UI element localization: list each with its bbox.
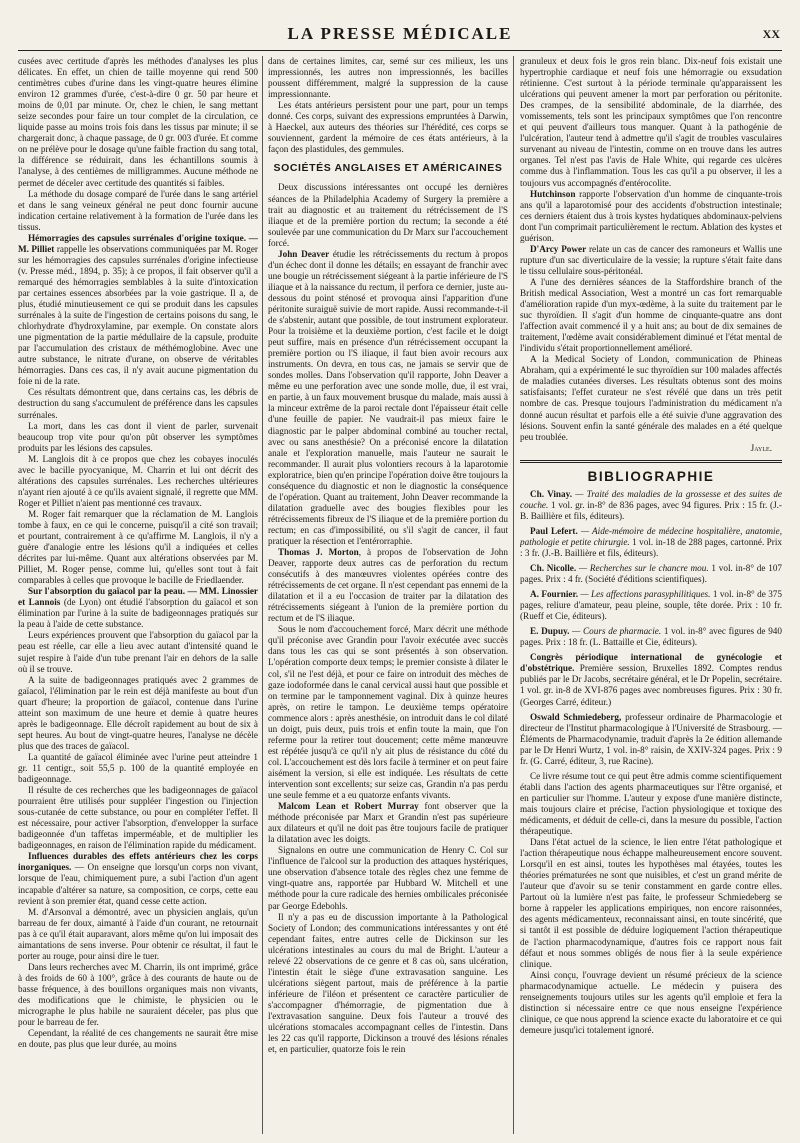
paragraph-heading: Influences durables des effets antérieurs chez les corps inorganiques. (18, 851, 258, 873)
review-paragraph: Ainsi conçu, l'ouvrage devient un résumé précieux de la science pharmacodynamique actuelle. Le médecin y puisera des renseignements toujours utiles sur les agents qu'il emploie et fera la distinction si nécessaire entre ce que nous enseigne l'expérience clinique, ce que nous apprend la science exacte du laboratoire et ce qui demeure jusqu'ici totalement ignoré. (520, 969, 782, 1035)
article-paragraph: Ces résultats démontrent que, dans certains cas, les débris de destruction du sang s'accumulent de préférence dans les capsules surrénales. (18, 387, 258, 420)
bibliography-title: BIBLIOGRAPHIE (587, 468, 715, 484)
entry-title: — Traité des maladies de la grossesse et des suites de couche. (520, 488, 782, 510)
entry-author: Oswald Schmiedeberg, (530, 711, 622, 722)
entry-author: E. Dupuy. (530, 626, 570, 637)
paragraph-heading: Thomas J. Morton (278, 547, 359, 558)
article-paragraph: Thomas J. Morton, à propos de l'observation de John Deaver, rapporte deux autres cas de perforation du rectum consécutifs à des manœuvres violentes opérées contre des rétrécissements de cet organe. Il n'est cependant pas ennemi de la dilatation et il a eu l'occasion de traiter par la dilatation des rétrécissements siégeant à l'union de la première portion du rectum et de l'S iliaque. (268, 547, 508, 624)
paragraph-heading: Hutchinson (530, 188, 576, 199)
bibliography-entry: Ch. Nicolle. — Recherches sur le chancre mou. 1 vol. in-8° de 107 pages. Prix : 4 fr. (Société d'éditions scientifiques). (520, 563, 782, 585)
paragraph-heading: Malcom Lean et Robert Murray (278, 801, 419, 812)
article-paragraph: Cependant, la réalité de ces changements ne saurait être mise en doute, pas plus que leur durée, au moins (18, 1028, 258, 1050)
article-paragraph: Hutchinson rapporte l'observation d'un homme de cinquante-trois ans qu'il a laparotomisé pour des accidents d'obstruction intestinale; ces derniers étaient dus à trois kystes hydatiques abdominaux-pelviens dont l'un comprimait particulièrement le rectum. Ablation des kystes et guérison. (520, 188, 782, 243)
bibliography-entry: Paul Lefert. — Aide-mémoire de médecine hospitalière, anatomie, pathologie et petite chirurgie. 1 vol. in-18 de 288 pages, cartonné. Prix : 3 fr. (J.-B. Baillière et fils, éditeurs). (520, 525, 782, 558)
bibliography-entry: E. Dupuy. — Cours de pharmacie. 1 vol. in-8° avec figures de 940 pages. Prix : 18 fr. (L. Battaille et Cie, éditeurs). (520, 626, 782, 648)
article-paragraph: John Deaver étudie les rétrécissements du rectum à propos d'un échec dont il donne les détails; en essayant de franchir avec une bougie un rétrécissement siégeant à la partie inférieure de l'S iliaque et à la naissance du rectum, il perfora ce dernier, juste au-dessous du point sténosé et provoqua ainsi l'apparition d'une péritonite suraiguë suivie de mort rapide. Aussi recommande-t-il de s'abstenir, autant que possible, de tout instrument explorateur. Pour la troisième et la deuxième portion, c'est facile et le doigt peut suffire, mais en présence d'un rétrécissement occupant la première portion ou l'S iliaque, il faut bien avoir recours aux instruments. On devra, en tous cas, ne jamais se servir que de sondes molles. Dans l'observation qu'il rapporte, John Deaver a même eu une perforation avec une sonde molle, due, il est vrai, en partie, à un faux mouvement brusque du malade, mais aussi à la minceur extrême de la paroi rectale dont l'épaisseur était celle d'une feuille de papier. Ne vaudrait-il pas mieux faire le diagnostic par le palper abdominal combiné au toucher rectal, avec ou sans anesthésie? On a préconisé encore la dilatation anale et l'exploration manuelle, mais l'auteur ne saurait le recommander. Il aurait plus volontiers recours à la laparotomie exploratrice, bien qu'en principe l'opération doive être toujours la conséquence du diagnostic et non le diagnostic la conséquence de l'opération. Quant au traitement, John Deaver recommande la dilatation graduelle avec des bougies flexibles pour les rétrécissements fibreux de l'S iliaque et de la première portion du rectum; en cas d'impossibilité, ou s'il s'agit de cancer, il faut pratiquer la résection et l'entérorraphie. (268, 248, 508, 546)
column-3 (520, 56, 782, 1136)
article-paragraph: Il n'y a pas eu de discussion importante à la Pathological Society of London; des communications intéressantes y ont été cependant faites, entre autres celle de Dickinson sur les ulcérations intestinales au cours du mal de Bright. L'auteur a relevé 22 observations de ce genre et 8 cas où, sans ulcération, l'intestin était le siège d'une extravasation sanguine. Les ulcérations siègent partout, mais de préférence à la partie inférieure de l'iléon et présentent ce caractère particulier de s'accompagner d'hémorragie, de pigmentation due à l'extravasation sanguine. Deux fois l'auteur a trouvé des ulcérations stomacales accompagnant celles de l'intestin. Dans les 22 cas qu'il rapporte, Dickinson a trouvé des lésions rénales et, en particulier, quatorze fois le rein (268, 911, 508, 1055)
article-paragraph: Influences durables des effets antérieurs chez les corps inorganiques. — On enseigne que lorsqu'un corps non vivant, lorsque de l'eau, chimiquement pure, a subi l'action d'un agent incapable d'altérer sa nature, sa composition, ce corps, cette eau revient à son premier état, quand cesse cette action. (18, 851, 258, 906)
entry-author: Ch. Vinay. (530, 488, 573, 499)
paragraph-heading: D'Arcy Power (530, 243, 587, 254)
column-rule (262, 56, 263, 1134)
bibliography-entry: Ch. Vinay. — Traité des maladies de la grossesse et des suites de couche. 1 vol. gr. in-8° de 836 pages, avec 94 figures. Prix : 15 fr. (J.-B. Baillière et fils, éditeurs). (520, 488, 782, 521)
article-paragraph: Les états antérieurs persistent pour une part, pour un temps donné. Ces corps, suivant des expressions empruntées à Darwin, à Haeckel, aux auteurs des théories sur l'hérédité, ces corps se souviennent, gardent la mémoire de ces états antérieurs, à la façon des plastidules, des gemmules. (268, 100, 508, 155)
article-paragraph: La méthode du dosage comparé de l'urée dans le sang artériel et dans le sang veineux général ne peut donc fournir aucune indication certaine relativement à la formation de l'urée dans les tissus. (18, 188, 258, 232)
bibliography-entry: Oswald Schmiedeberg, professeur ordinaire de Pharmacologie et directeur de l'Institut pharmacologique à l'Université de Strasbourg. — Éléments de Pharmacodynamie, traduit d'après la 2e édition allemande par le Dr Henri Wurtz, 1 vol. in-8° raisin, de XXIV-324 pages. Prix : 9 fr. (G. Carré, éditeur, 3, rue Racine). (520, 711, 782, 766)
entry-title: — Recherches sur le chancre mou. (576, 563, 709, 574)
entry-title: — Cours de pharmacie. (569, 626, 662, 637)
entry-author: A. Fournier. (530, 589, 579, 600)
article-paragraph: La quantité de gaïacol éliminée avec l'urine peut atteindre 1 gr. 11 centigr., soit 55,5 p. 100 de la quantité employée en badigeonnage. (18, 751, 258, 785)
paragraph-heading: Hémorragies des capsules surrénales d'origine toxique. — M. Pilliet (18, 232, 258, 254)
article-paragraph: Leurs expériences prouvent que l'absorption du gaïacol par la peau est réelle, car elle a lieu avec autant d'intensité quand le sujet respire à l'aide d'un tube prenant l'air en dehors de la salle où il se trouve. (18, 630, 258, 674)
entry-author: Congrès périodique international de gynécologie et d'obstétrique. (520, 652, 782, 674)
entry-author: Ch. Nicolle. (530, 563, 577, 574)
article-paragraph: granuleux et deux fois le gros rein blanc. Dix-neuf fois existait une hypertrophie cardiaque et neuf fois une hémorragie ou exsudation rétinienne. C'est surtout à la période terminale qu'apparaissent les ulcérations qui peuvent amener la mort par perforation ou péritonite. Des crampes, de la sensibilité abdominale, de la diarrhée, des vomissements, tels sont les principaux symptômes que l'on rencontre et qui peuvent d'ailleurs tous manquer. Quant à la pathogénie de l'ulcération, l'auteur tend à admettre qu'il s'agit de troubles vasculaires survenant au niveau de l'intestin, comme on en trouve dans les autres organes. Tel n'est pas l'avis de Hale White, qui regarde ces ulcères comme dus à l'inflammation. Tous les cas qu'il a pu observer, il les a toujours vus accompagnés d'entérocolite. (520, 56, 782, 188)
paragraph-heading: Sur l'absorption du gaïacol par la peau. — MM. Linossier et Lannois (18, 586, 258, 608)
column-1 (18, 56, 258, 1136)
article-paragraph: D'Arcy Power relate un cas de cancer des ramoneurs et Wallis une rupture d'un sac diverticulaire de la vessie; la rupture s'était faite dans le tissu cellulaire sous-péritonéal. (520, 243, 782, 276)
article-paragraph: La mort, dans les cas dont il vient de parler, survenait beaucoup trop vite pour qu'on pût observer les symptômes produits par les lésions des capsules. (18, 420, 258, 453)
bibliography-entry: A. Fournier. — Les affections parasyphilitiques. 1 vol. in-8° de 375 pages, reliure d'amateur, peau pleine, souple, tête dorée. Prix : 10 fr. (Rueff et Cie, éditeurs). (520, 589, 782, 622)
article-paragraph: cusées avec certitude d'après les méthodes d'analyses les plus délicates. En effet, un chien de taille moyenne qui rend 500 centimètres cubes d'urine dans les vingt-quatre heures élimine environ 12 grammes d'urée, c'est-à-dire 0 gr. 50 par heure et moins de 0,01 par minute. Or, chez le chien, le sang mettant seize secondes pour faire un tour complet de la circulation, ce liquide passe au moins trois fois dans les tissus par minute; il se chargerait donc, à chaque passage, de 0 gr. 003 d'urée. Et comme on ne prélève pour le dosage qu'une faible fraction du sang total, la différence se réduirait, dans les échantillons soumis à l'analyse, à des centièmes de milligrammes. Aucune méthode ne permet de déceler avec certitude des quantités si faibles. (18, 56, 258, 188)
article-paragraph: Sous le nom d'accouchement forcé, Marx décrit une méthode qu'il préconise avec Grandin pour l'avoir exécutée avec succès dans tous les cas qui se sont présentés à son observation. L'opération comporte deux temps; le premier consiste à dilater le col, s'il ne l'est déjà, et pour ce faire on introduit des mèches de gaze iodoformée dans le canal cervical aussi haut que possible et on termine par le tamponnement vaginal. Dix à quinze heures après, on retire le tampon. Le deuxième temps opératoire commence alors : après anesthésie, on introduit dans le col dilaté un doigt, puis deux, puis trois et enfin toute la main, que l'on referme pour la retirer tout doucement; cette même manœuvre est répétée jusqu'à ce qu'il n'y ait plus de résistance du côté du col. L'accouchement est dès lors facile à terminer et on peut faire aisément la version, si elle est indiquée. Les résultats de cette intervention sont excellents; sur seize cas, Grandin n'a pas perdu une seule femme et a eu quatorze enfants vivants. (268, 624, 508, 801)
bibliography-section (520, 460, 782, 1036)
article-paragraph: M. Langlois dit à ce propos que chez les cobayes inoculés avec le bacille pyocyanique, M. Charrin et lui ont décrit des altérations des capsules surrénales. Les recherches ultérieures n'ayant rien ajouté à ce qu'ils avaient signalé, il regrette que MM. Roger et Pilliet n'aient pas mentionné ces travaux. (18, 453, 258, 508)
column-rule (513, 56, 514, 1134)
article-paragraph: A l'une des dernières séances de la Staffordshire branch of the British medical Association, West a montré un cas fort remarquable d'amélioration rapide d'un myx-œdème, à la suite du traitement par le suc thyroïdien. Il s'agit d'un homme de cinquante-quatre ans dont l'affection avait commencé il y a huit ans; au bout de dix semaines de traitement, l'œdème avait considérablement diminué et l'état mental de l'individu s'était proportionnellement amélioré. (520, 276, 782, 354)
article-paragraph: M. Roger fait remarquer que la réclamation de M. Langlois tombe à faux, en ce qui le concerne, puisqu'il a cité son travail; et pourtant, contrairement à ce qu'affirme M. Langlois, il n'y a guère d'analogie entre les lésions qu'il a indiquées et celles décrites par lui-même. Quant aux altérations observées par M. Pilliet, M. Roger pense, comme lui, qu'elles sont tout à fait comparables à celles que provoque le bacille de Friedlaender. (18, 508, 258, 586)
journal-title: LA PRESSE MÉDICALE (287, 24, 513, 43)
author-signature: Jayle. (750, 442, 772, 453)
article-paragraph: A la suite de badigeonnages pratiqués avec 2 grammes de gaïacol, l'élimination par le rein est déjà manifeste au bout d'un quart d'heure; la proportion de gaïacol, contenue dans l'urine atteint son maximum de une heure et demie à quatre heures après le badigeonnage. Elle décroît rapidement au bout de six à sept heures. Au bout de vingt-quatre heures, l'analyse ne décèle plus que des traces de gaïacol. (18, 674, 258, 751)
review-paragraph: Dans l'état actuel de la science, le lien entre l'état pathologique et l'action thérapeutique nous échappe malheureusement encore souvent. Lorsqu'il en est ainsi, toutes les hypothèses mal étayées, toutes les théories prématurées ne sont que nuisibles, et c'est un grand mérite de l'auteur que d'avoir su se tenir constamment en garde contre elles. Partout où la lumière n'est pas faite, le professeur Schmiedeberg se borne à rappeler les applications empiriques, non encore raisonnées, des agents médicamenteux, reconnaissant ainsi, en toute sincérité, que si tantôt il est possible de déduire logiquement l'action thérapeutique de l'action pharmacodynamique, d'autres fois ce rapport nous fait défaut et nous sommes obligés de nous fier à la seule expérience clinique. (520, 837, 782, 969)
article-paragraph: Sur l'absorption du gaïacol par la peau. — MM. Linossier et Lannois (de Lyon) ont étudié l'absorption du gaïacol et son élimination par l'urine à la suite de badigeonnages pratiqués sur la peau à l'aide de cette substance. (18, 586, 258, 630)
bibliography-entry: Congrès périodique international de gynécologie et d'obstétrique. Première session, Bruxelles 1892. Comptes rendus publiés par le Dr Jacobs, secrétaire général, et le Dr Popelin, secrétaire. 1 vol. gr. in-8 de XVI-876 pages avec nombreuses figures. Prix : 30 fr. (Georges Carré, éditeur.) (520, 652, 782, 707)
paragraph-heading: John Deaver (278, 248, 330, 259)
page-header (18, 22, 782, 51)
page-number: XX (762, 27, 780, 41)
article-paragraph: Hémorragies des capsules surrénales d'origine toxique. — M. Pilliet rappelle les observations communiquées par M. Roger sur les hémorragies des capsules surrénales d'origine infectieuse (v. Presse méd., 1894, p. 35); à ce propos, il fait observer qu'il a remarqué des hémorragies semblables à la suite d'intoxication par certaines essences absorbées par la voie gastrique. Il a, de plus, étudié minutieusement ce qui se produit dans les capsules surrénales à la suite de l'ingestion de certains poisons du sang, le chlorhydrate d'hydroxylamine, par exemple. On constate alors une pigmentation de la partie médullaire de la capsule, produite par l'accumulation des cristaux de méthémoglobine. Avec une autre substance, le nitrate d'urane, on observe de véritables hémorragies. Dans ces cas, il n'y avait aucune pigmentation du foie ni de la rate. (18, 232, 258, 387)
article-paragraph: A la Medical Society of London, communication de Phineas Abraham, qui a expérimenté le suc thyroïdien sur 100 malades affectés de maladies cutanées diverses. Les résultats obtenus sont des moins satisfaisants; l'effet curateur ne s'est révélé que dans un très petit nombre de cas. Presque toujours l'administration du médicament n'a donné aucun résultat et parfois elle a été suivie d'une aggravation des lésions. Souvent enfin la santé générale des malades en a été quelque peu troublée. (520, 354, 782, 442)
article-paragraph: Dans leurs recherches avec M. Charrin, ils ont imprimé, grâce à des froids de 60 à 100°, grâce à des courants de haute ou de basse fréquence, à des bouillons organiques mais non vivants, des modifications que le chimiste, le physicien ou le micrographe le plus habile ne sauraient déceler, pas plus que pour le barreau de fer. (18, 961, 258, 1028)
article-paragraph: dans de certaines limites, car, semé sur ces milieux, les uns impressionnés, les autres non impressionnés, les bacilles poussent différemment, malgré la suppression de la cause impressionnante. (268, 56, 508, 100)
column-2 (268, 56, 508, 1136)
entry-title: — Les affections parasyphilitiques. (578, 589, 711, 600)
entry-author: Paul Lefert. (530, 525, 578, 536)
review-paragraph: Ce livre résume tout ce qui peut être admis comme scientifiquement établi dans l'action des agents pharmaceutiques sur l'être organisé, et en particulier sur l'homme. L'auteur y expose d'une manière distincte, mais toujours claire et précise, l'action physiologique et toxique des médicaments, et déduit de celle-ci, dans la mesure du possible, l'action thérapeutique. (520, 770, 782, 837)
entry-title: — Aide-mémoire de médecine hospitalière, anatomie, pathologie et petite chirurgie. (520, 525, 782, 547)
article-paragraph: M. d'Arsonval a démontré, avec un physicien anglais, qu'un barreau de fer doux, aimanté à l'aide d'un courant, ne retournait pas à ce qu'il était auparavant, alors même qu'on lui imposait des aimantations de sens inverse. Pour obtenir ce résultat, il faut le porter au rouge, pour ainsi dire le tuer. (18, 906, 258, 961)
article-paragraph: Malcom Lean et Robert Murray font observer que la méthode préconisée par Marx et Grandin n'est pas supérieure aux dilateurs et qu'il ne doit pas être toujours facile de pratiquer la dilatation avec les doigts. (268, 801, 508, 845)
article-paragraph: Il résulte de ces recherches que les badigeonnages de gaïacol pourraient être utilisés pour suppléer l'ingestion ou l'injection sous-cutanée de cette substance, ou pour en compléter l'effet. Il est nécessaire, pour activer l'absorption, d'envelopper la surface badigeonnée d'un taffetas imperméable, et de multiplier les badigeonnages, en raison de l'élimination rapide du médicament. (18, 785, 258, 851)
section-title: SOCIÉTÉS ANGLAISES ET AMÉRICAINES (273, 162, 503, 175)
article-paragraph: Signalons en outre une communication de Henry C. Col sur l'influence de l'alcool sur la production des attaques hystériques, une observation d'absence totale des règles chez une femme de vingt-quatre ans, rapportée par Hubbard W. Mitchell et une méthode pour la cure radicale des hernies ombilicales préconisée par George Edebohls. (268, 845, 508, 911)
article-paragraph: Deux discussions intéressantes ont occupé les dernières séances de la Philadelphia Academy of Surgery la première a trait au diagnostic et au traitement du rétrécissement de l'S iliaque et de la première portion du rectum; la seconde a été soulevée par une communication du Dr Marx sur l'accouchement forcé. (268, 182, 508, 248)
